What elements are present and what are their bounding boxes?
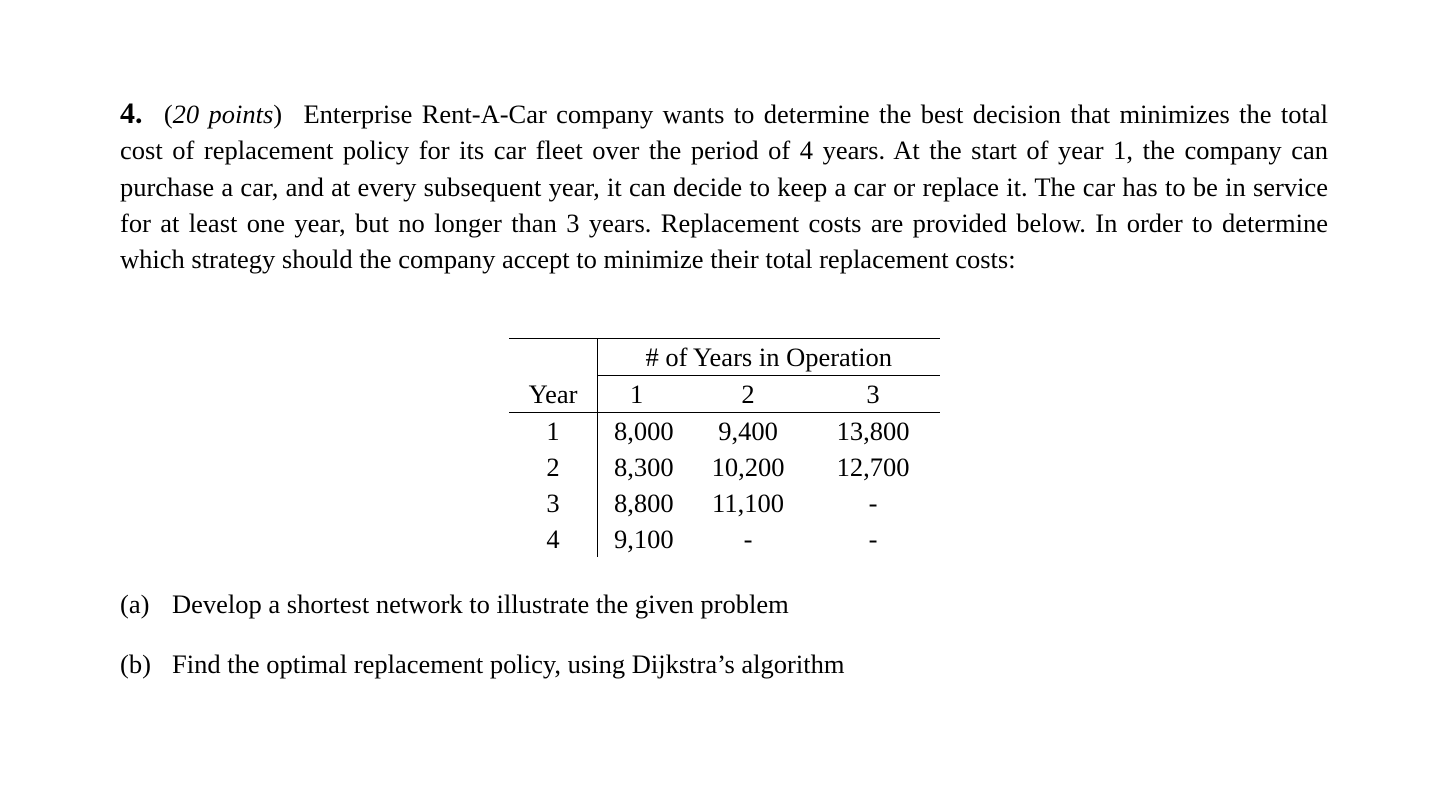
table-row — [509, 521, 940, 557]
points-value: 20 points — [172, 99, 274, 129]
replacement-cost-table — [509, 338, 940, 557]
part-b — [120, 646, 844, 682]
part-b-text: Find the optimal replacement policy, using Dijkstra’s algorithm — [172, 649, 845, 679]
table-row — [509, 449, 940, 485]
table-row — [509, 485, 940, 521]
table-cell: 8,300 — [598, 449, 704, 485]
table-column-header: 1 — [598, 376, 704, 413]
table-row — [509, 413, 940, 450]
question-number: 4. — [120, 97, 143, 130]
table-cell: 9,100 — [598, 521, 704, 557]
table-cell: 11,100 — [712, 488, 784, 518]
table-group-header: # of Years in Operation — [598, 339, 940, 376]
part-a — [120, 586, 789, 622]
table-cell: - — [743, 524, 753, 554]
points-label: (20 points) — [163, 99, 283, 129]
problem-statement — [120, 96, 1328, 277]
problem-text: Enterprise Rent-A-Car company wants to determine the best decision that minimizes the total cost of replacement policy for its car fleet over the period of 4 years. At the start of year 1, the company can purchase a car, and at every subsequent year, it can decide to keep a car or replace it. The car has to be in service for at least one year, but no longer than 3 years. Replacement costs are provided below. In order to determine which strategy should the company accept to minimize their total replacement costs: — [120, 99, 1328, 275]
part-a-text: Develop a shortest network to illustrate the given problem — [172, 589, 789, 619]
table-row-year: 3 — [546, 488, 560, 518]
table-row-year: 2 — [546, 452, 560, 482]
table-column-header: 2 — [704, 376, 793, 413]
table-cell: - — [868, 524, 878, 554]
table-cell: 13,800 — [836, 416, 910, 446]
table-cell: - — [868, 488, 878, 518]
part-a-label: (a) — [120, 589, 150, 619]
part-b-label: (b) — [120, 649, 151, 679]
table-cell: 9,400 — [718, 416, 778, 446]
table-row-year: 1 — [546, 416, 560, 446]
table-cell: 10,200 — [711, 452, 785, 482]
table-column-header: 3 — [793, 376, 940, 413]
table-cell: 12,700 — [836, 452, 910, 482]
table-cell: 8,800 — [598, 485, 704, 521]
table-cell: 8,000 — [598, 413, 704, 450]
table-row-year: 4 — [546, 524, 560, 554]
table-year-header: Year — [509, 376, 598, 413]
